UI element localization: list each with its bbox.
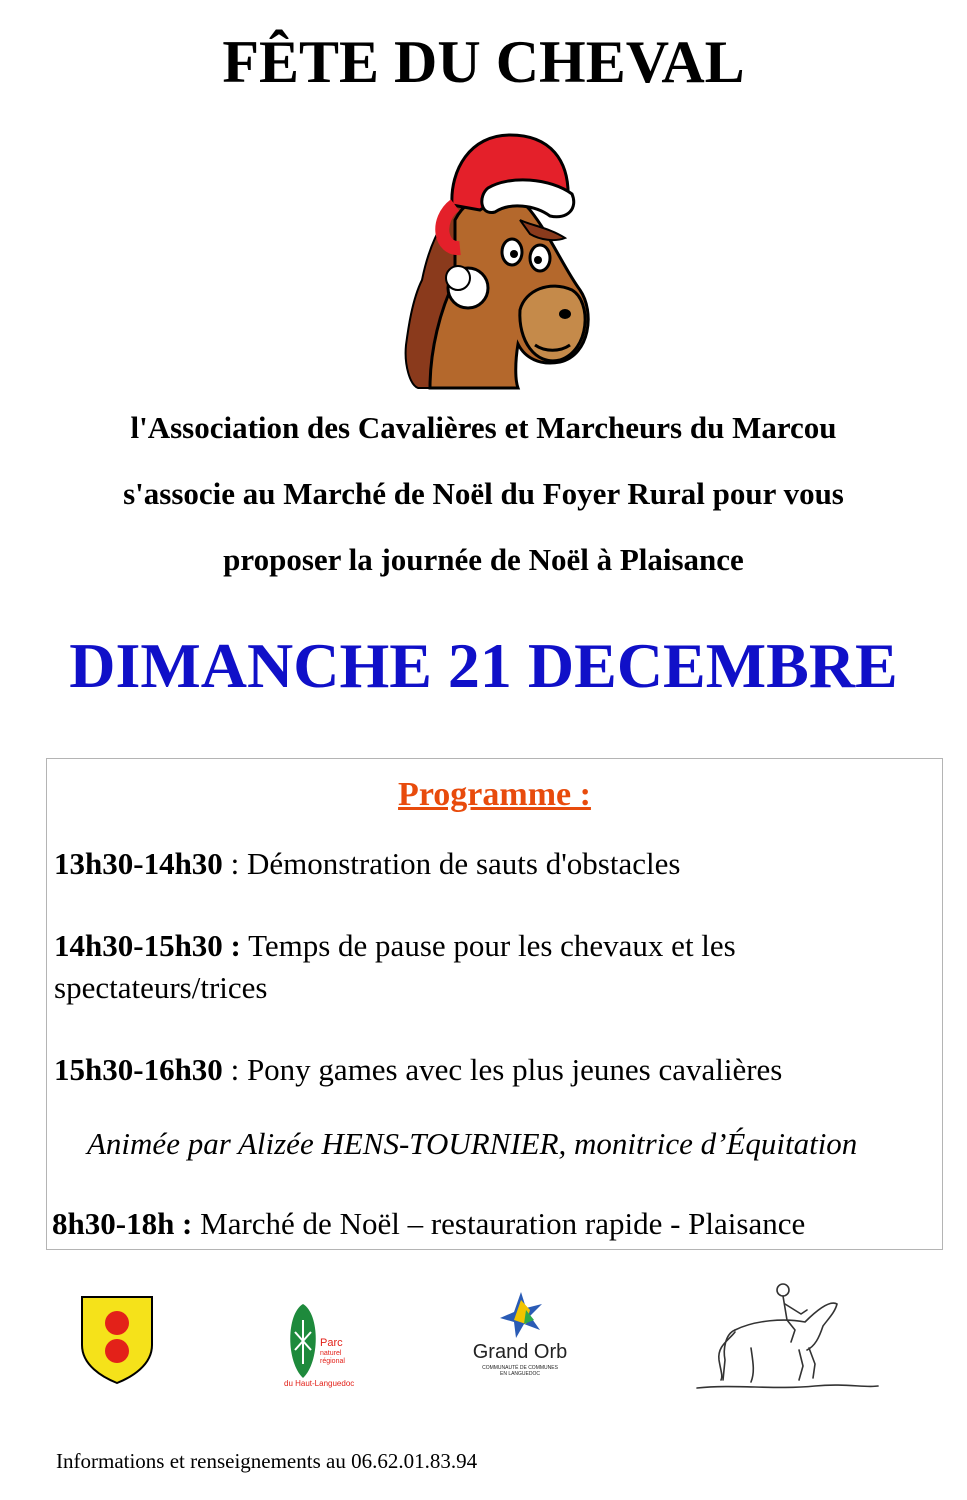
parc-word: régional [320,1358,345,1365]
parc-leaf-icon [286,1302,320,1380]
programme-text: Marché de Noël – restauration rapide - Plaisance [200,1206,806,1241]
programme-separator [241,928,248,963]
programme-text: Pony games avec les plus jeunes cavalières [246,1052,783,1087]
programme-separator: : [222,846,247,881]
programme-item [52,1203,805,1245]
programme-separator: : [222,1052,247,1087]
event-date: DIMANCHE 21 DECEMBRE [69,630,898,701]
programme-text: Temps de pause pour les chevaux et les [248,928,736,963]
grand-orb-star-icon [496,1290,546,1340]
programme-item [54,1049,782,1091]
programme-separator [192,1206,200,1241]
intro-text [40,395,927,593]
programme-item [54,843,680,885]
parc-word: Parc [320,1337,343,1349]
programme-time: 14h30-15h30 : [54,928,241,963]
rider-drawing-icon [695,1280,880,1392]
intro-line: proposer la journée de Noël à Plaisance [223,542,744,577]
poster-title: FÊTE DU CHEVAL [222,29,745,95]
parc-logo-icon [282,1300,355,1390]
programme-time: 8h30-18h : [52,1206,193,1241]
parc-word: naturel [320,1350,342,1357]
programme-text: Démonstration de sauts d'obstacles [246,846,681,881]
grand-orb-logo-icon [472,1290,568,1386]
grand-orb-subtitle: COMMUNAUTÉ DE COMMUNES [482,1365,558,1371]
programme-text-continued: spectateurs/trices [54,970,268,1005]
grand-orb-name: Grand Orb [472,1341,568,1363]
programme-heading: Programme : [398,776,591,813]
programme-item [54,925,736,967]
parc-word: du Haut-Languedoc [284,1379,355,1388]
programme-time: 13h30-14h30 [54,846,223,881]
programme-box [46,758,943,1250]
intro-line: s'associe au Marché de Noël du Foyer Rural pour vous [123,476,844,511]
programme-time: 15h30-16h30 [54,1052,223,1087]
footer-info: Informations et renseignements au 06.62.01.83.94 [56,1449,478,1473]
intro-line: l'Association des Cavalières et Marcheurs du Marcou [130,410,837,445]
animator-note: Animée par Alizée HENS-TOURNIER, monitrice d’Équitation [87,1126,858,1161]
grand-orb-subtitle: EN LANGUEDOC [499,1371,540,1377]
horse-santa-hat-icon [400,130,600,390]
coat-of-arms-icon [80,1295,154,1385]
